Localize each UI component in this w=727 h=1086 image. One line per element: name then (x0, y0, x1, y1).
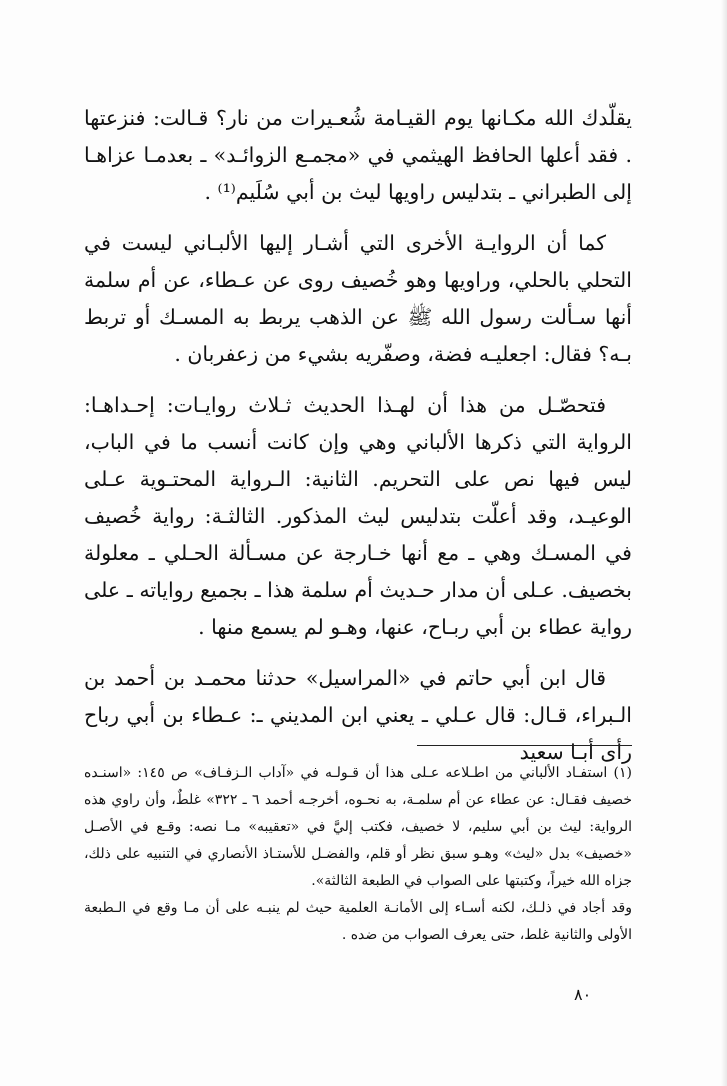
paragraph-1: يقلّدك الله مكـانها يوم القيـامة شُعـيرات من نار؟ قـالت: فنزعتها . فقد أعلها الحافظ الهيثمي في «مجمـع الزوائـد» ـ بعدمـا عزاهـا إلى الطبراني ـ بتدليس راويها ليث بن أبي سُلَيم⁽¹⁾ . (84, 106, 632, 204)
footnote-continuation: وقد أجاد في ذلـك، لكنه أسـاء إلى الأمانـة العلمية حيث لم ينبـه على أن مـا وقع في الـطبعة الأولى والثانية غلط، حتى يعرف الصواب من ضده . (84, 900, 632, 943)
footnotes (84, 760, 632, 949)
main-text (84, 100, 632, 785)
paragraph-2: كما أن الروايـة الأخرى التي أشـار إليها الألبـاني ليست في التحلي بالحلي، وراويها وهو خُصيف روى عن عـطاء، عن أم سلمة أنها سـألت رسول الله ﷺ عن الذهب يربط به المسـك أو تربط بـه؟ فقال: اجعليـه فضة، وصفّريه بشيء من زعفربان . (84, 231, 632, 366)
paragraph-3: فتحصّـل من هذا أن لهـذا الحديث ثـلاث روايـات: إحـداهـا: الرواية التي ذكرها الألباني وهي وإن كانت أنسب ما في الباب، ليس فيها نص على التحريم. الثانية: الـرواية المحتـوية عـلى الوعيـد، وقد أعلّت بتدليس ليث المذكور. الثالثـة: رواية خُصيف في المسـك وهي ـ مع أنها خـارجة عن مسـألة الحـلي ـ معلولة بخصيف. عـلى أن مدار حـديث أم سلمة هذا ـ بجميع رواياته ـ على رواية عطاء بن أبي ربـاح، عنها، وهـو لم يسمع منها . (84, 393, 632, 639)
footnote-separator (417, 745, 632, 746)
page-spine-shadow (721, 0, 727, 1086)
footnote-1: (١) استفـاد الألباني من اطـلاعه عـلى هذا أن قـولـه في «آداب الـزفـاف» ص ١٤٥: «اسنـده خصيف فقـال: عن عطاء عن أم سلمـة، به نحـوه، أخرجـه أحمد ٦ ـ ٣٢٢» غلطٌ، وأن راوي هذه الرواية: ليث بن أبي سليم، لا خصيف، فكتب إليَّ في «تعقيبه» مـا نصه: وقـع في الأصـل «خصيف» بدل «ليث» وهـو سبق نظر أو قلم، والفضـل للأستـاذ الأنصاري في التنبيه على ذلك، جزاه الله خيراً، وكتبتها على الصواب في الطبعة الثالثة». (84, 765, 633, 889)
paragraph-4: قال ابن أبي حاتم في «المراسيل» حدثنا محمـد بن أحمد بن الـبراء، قـال: قال عـلي ـ يعني ابن المديني ـ: عـطاء بن أبي رباح رأى أبـا سعيد (84, 666, 632, 764)
page-number: ٨٠ (574, 985, 592, 1004)
